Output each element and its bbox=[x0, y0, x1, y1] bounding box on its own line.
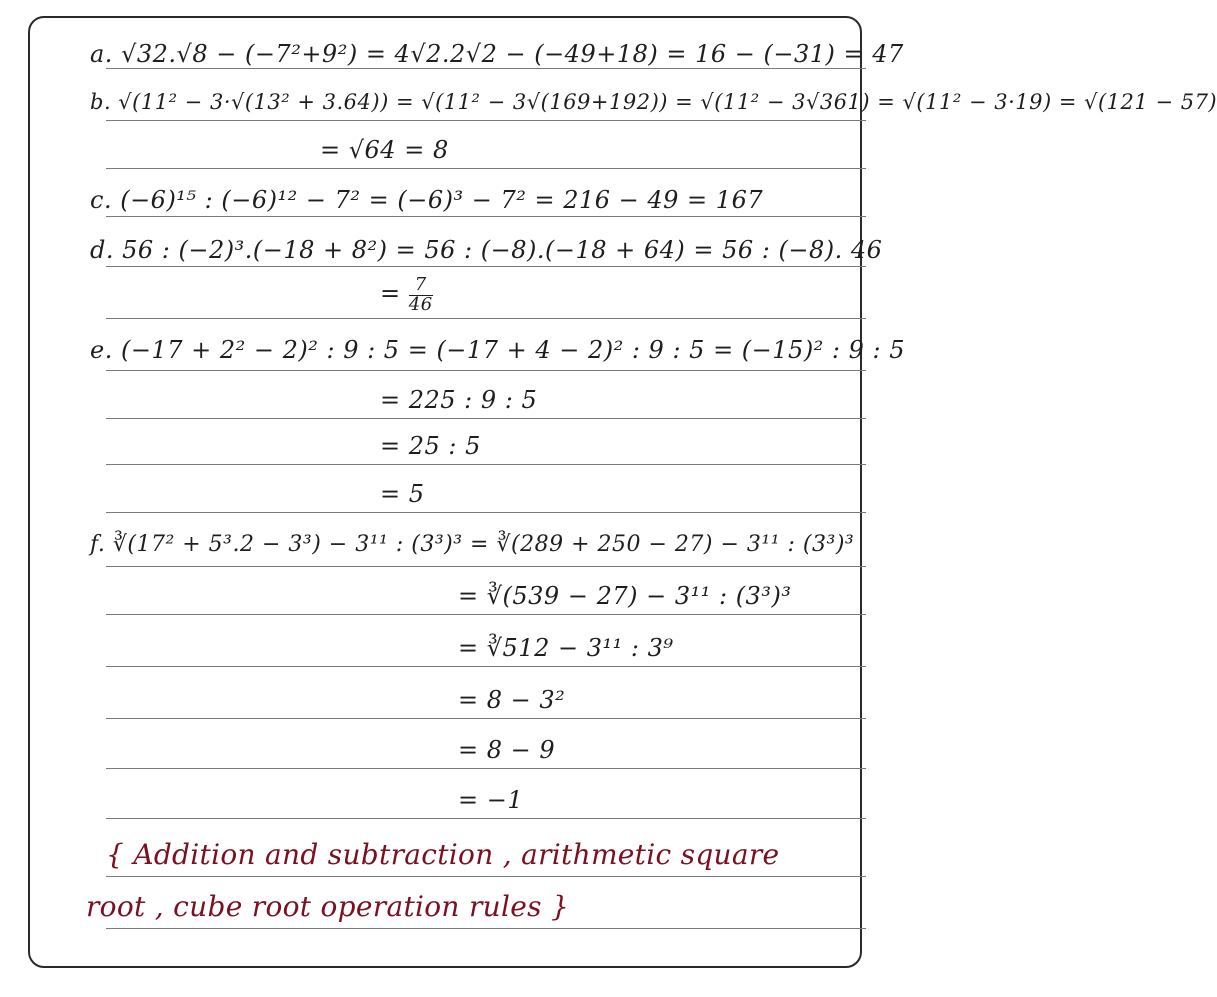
problem-b-line: b. √(11² − 3·√(13² + 3.64)) = √(11² − 3√(169+192)) = √(11² − 3√361) = √(11² − 3·19) = √(121 − 57) bbox=[90, 90, 1217, 114]
ruled-line bbox=[106, 512, 866, 513]
ruled-line bbox=[106, 418, 866, 419]
ruled-line bbox=[106, 566, 866, 567]
ruled-line bbox=[106, 370, 866, 371]
problem-f-line: f. ∛(17² + 5³.2 − 3³) − 3¹¹ : (3³)³ = ∛(289 + 250 − 27) − 3¹¹ : (3³)³ bbox=[90, 532, 855, 557]
equals-sign: = bbox=[380, 279, 401, 308]
ruled-line bbox=[106, 666, 866, 667]
ruled-line bbox=[106, 266, 866, 267]
ruled-line bbox=[106, 318, 866, 319]
ruled-line bbox=[106, 718, 866, 719]
problem-f-step-4: = 8 − 9 bbox=[458, 736, 556, 764]
problem-f-step-2: = ∛512 − 3¹¹ : 3⁹ bbox=[458, 634, 674, 662]
problem-f-result: = −1 bbox=[458, 786, 524, 814]
problem-e-step-1: = 225 : 9 : 5 bbox=[380, 386, 538, 414]
ruled-line bbox=[106, 168, 866, 169]
problem-a-line: a. √32.√8 − (−7²+9²) = 4√2.2√2 − (−49+18) = 16 − (−31) = 47 bbox=[90, 40, 904, 68]
problem-f-step-3: = 8 − 3² bbox=[458, 686, 566, 714]
fraction-denominator: 46 bbox=[408, 294, 433, 315]
method-note-line-2: root , cube root operation rules } bbox=[86, 890, 570, 923]
ruled-line bbox=[106, 68, 866, 69]
problem-e-result: = 5 bbox=[380, 480, 425, 508]
problem-b-result: = √64 = 8 bbox=[320, 136, 449, 164]
notebook-page bbox=[28, 16, 1217, 968]
ruled-line bbox=[106, 876, 866, 877]
fraction bbox=[409, 276, 433, 314]
ruled-line bbox=[106, 928, 866, 929]
ruled-line bbox=[106, 614, 866, 615]
problem-f-step-1: = ∛(539 − 27) − 3¹¹ : (3³)³ bbox=[458, 582, 792, 610]
ruled-line bbox=[106, 818, 866, 819]
ruled-line bbox=[106, 120, 866, 121]
ruled-line bbox=[106, 216, 866, 217]
problem-d-result bbox=[380, 276, 433, 314]
ruled-line bbox=[106, 768, 866, 769]
method-note-line-1: { Addition and subtraction , arithmetic square bbox=[106, 838, 780, 871]
fraction-numerator: 7 bbox=[409, 276, 433, 296]
ruled-line bbox=[106, 464, 866, 465]
problem-d-line: d. 56 : (−2)³.(−18 + 8²) = 56 : (−8).(−18 + 64) = 56 : (−8). 46 bbox=[90, 236, 883, 264]
problem-c-line: c. (−6)¹⁵ : (−6)¹² − 7² = (−6)³ − 7² = 216 − 49 = 167 bbox=[90, 186, 764, 214]
problem-e-step-2: = 25 : 5 bbox=[380, 432, 481, 460]
problem-e-line: e. (−17 + 2² − 2)² : 9 : 5 = (−17 + 4 − 2)² : 9 : 5 = (−15)² : 9 : 5 bbox=[90, 336, 906, 364]
